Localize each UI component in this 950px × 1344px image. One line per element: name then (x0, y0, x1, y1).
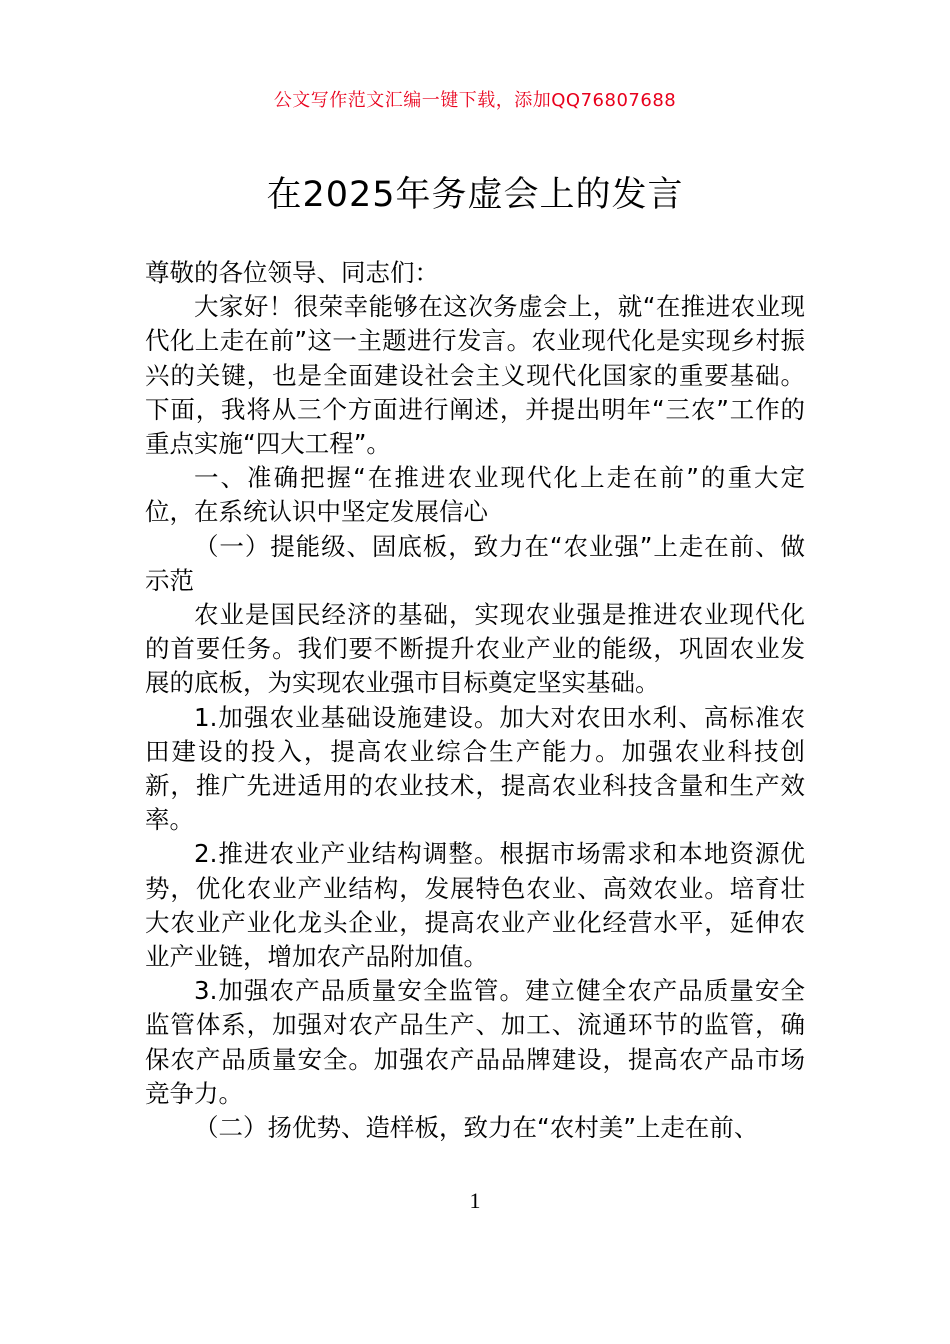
page-number: 1 (469, 1188, 481, 1213)
document-body (145, 256, 805, 1145)
paragraph-item-3: 3.加强农产品质量安全监管。建立健全农产品质量安全监管体系，加强对农产品生产、加工、流通环节的监管，确保农产品质量安全。加强农产品品牌建设，提高农产品市场竞争力。 (145, 976, 805, 1108)
paragraph-item-2: 2.推进农业产业结构调整。根据市场需求和本地资源优势，优化农业产业结构，发展特色农业、高效农业。培育壮大农业产业化龙头企业，提高农业产业化经营水平，延伸农业产业链，增加农产品附加值。 (145, 839, 805, 972)
section-heading-1: 一、准确把握“在推进农业现代化上走在前”的重大定位，在系统认识中坚定发展信心 (145, 463, 805, 527)
subsection-heading-1: （一）提能级、固底板，致力在“农业强”上走在前、做示范 (145, 531, 805, 595)
subsection-heading-2: （二）扬优势、造样板，致力在“农村美”上走在前、 (194, 1113, 759, 1143)
paragraph-intro: 大家好！很荣幸能够在这次务虚会上，就“在推进农业现代化上走在前”这一主题进行发言。农业现代化是实现乡村振兴的关键，也是全面建设社会主义现代化国家的重要基础。下面，我将从三个方面进行阐述，并提出明年“三农”工作的重点实施“四大工程”。 (145, 292, 805, 459)
paragraph-agriculture-foundation: 农业是国民经济的基础，实现农业强是推进农业现代化的首要任务。我们要不断提升农业产业的能级，巩固农业发展的底板，为实现农业强市目标奠定坚实基础。 (145, 600, 805, 698)
paragraph-item-1: 1.加强农业基础设施建设。加大对农田水利、高标准农田建设的投入，提高农业综合生产能力。加强农业科技创新，推广先进适用的农业技术，提高农业科技含量和生产效率。 (145, 702, 805, 835)
document-title: 在2025年务虚会上的发言 (266, 175, 684, 215)
salutation: 尊敬的各位领导、同志们： (145, 258, 439, 287)
download-promo-note: 公文写作范文汇编一键下载，添加QQ76807688 (273, 90, 677, 111)
